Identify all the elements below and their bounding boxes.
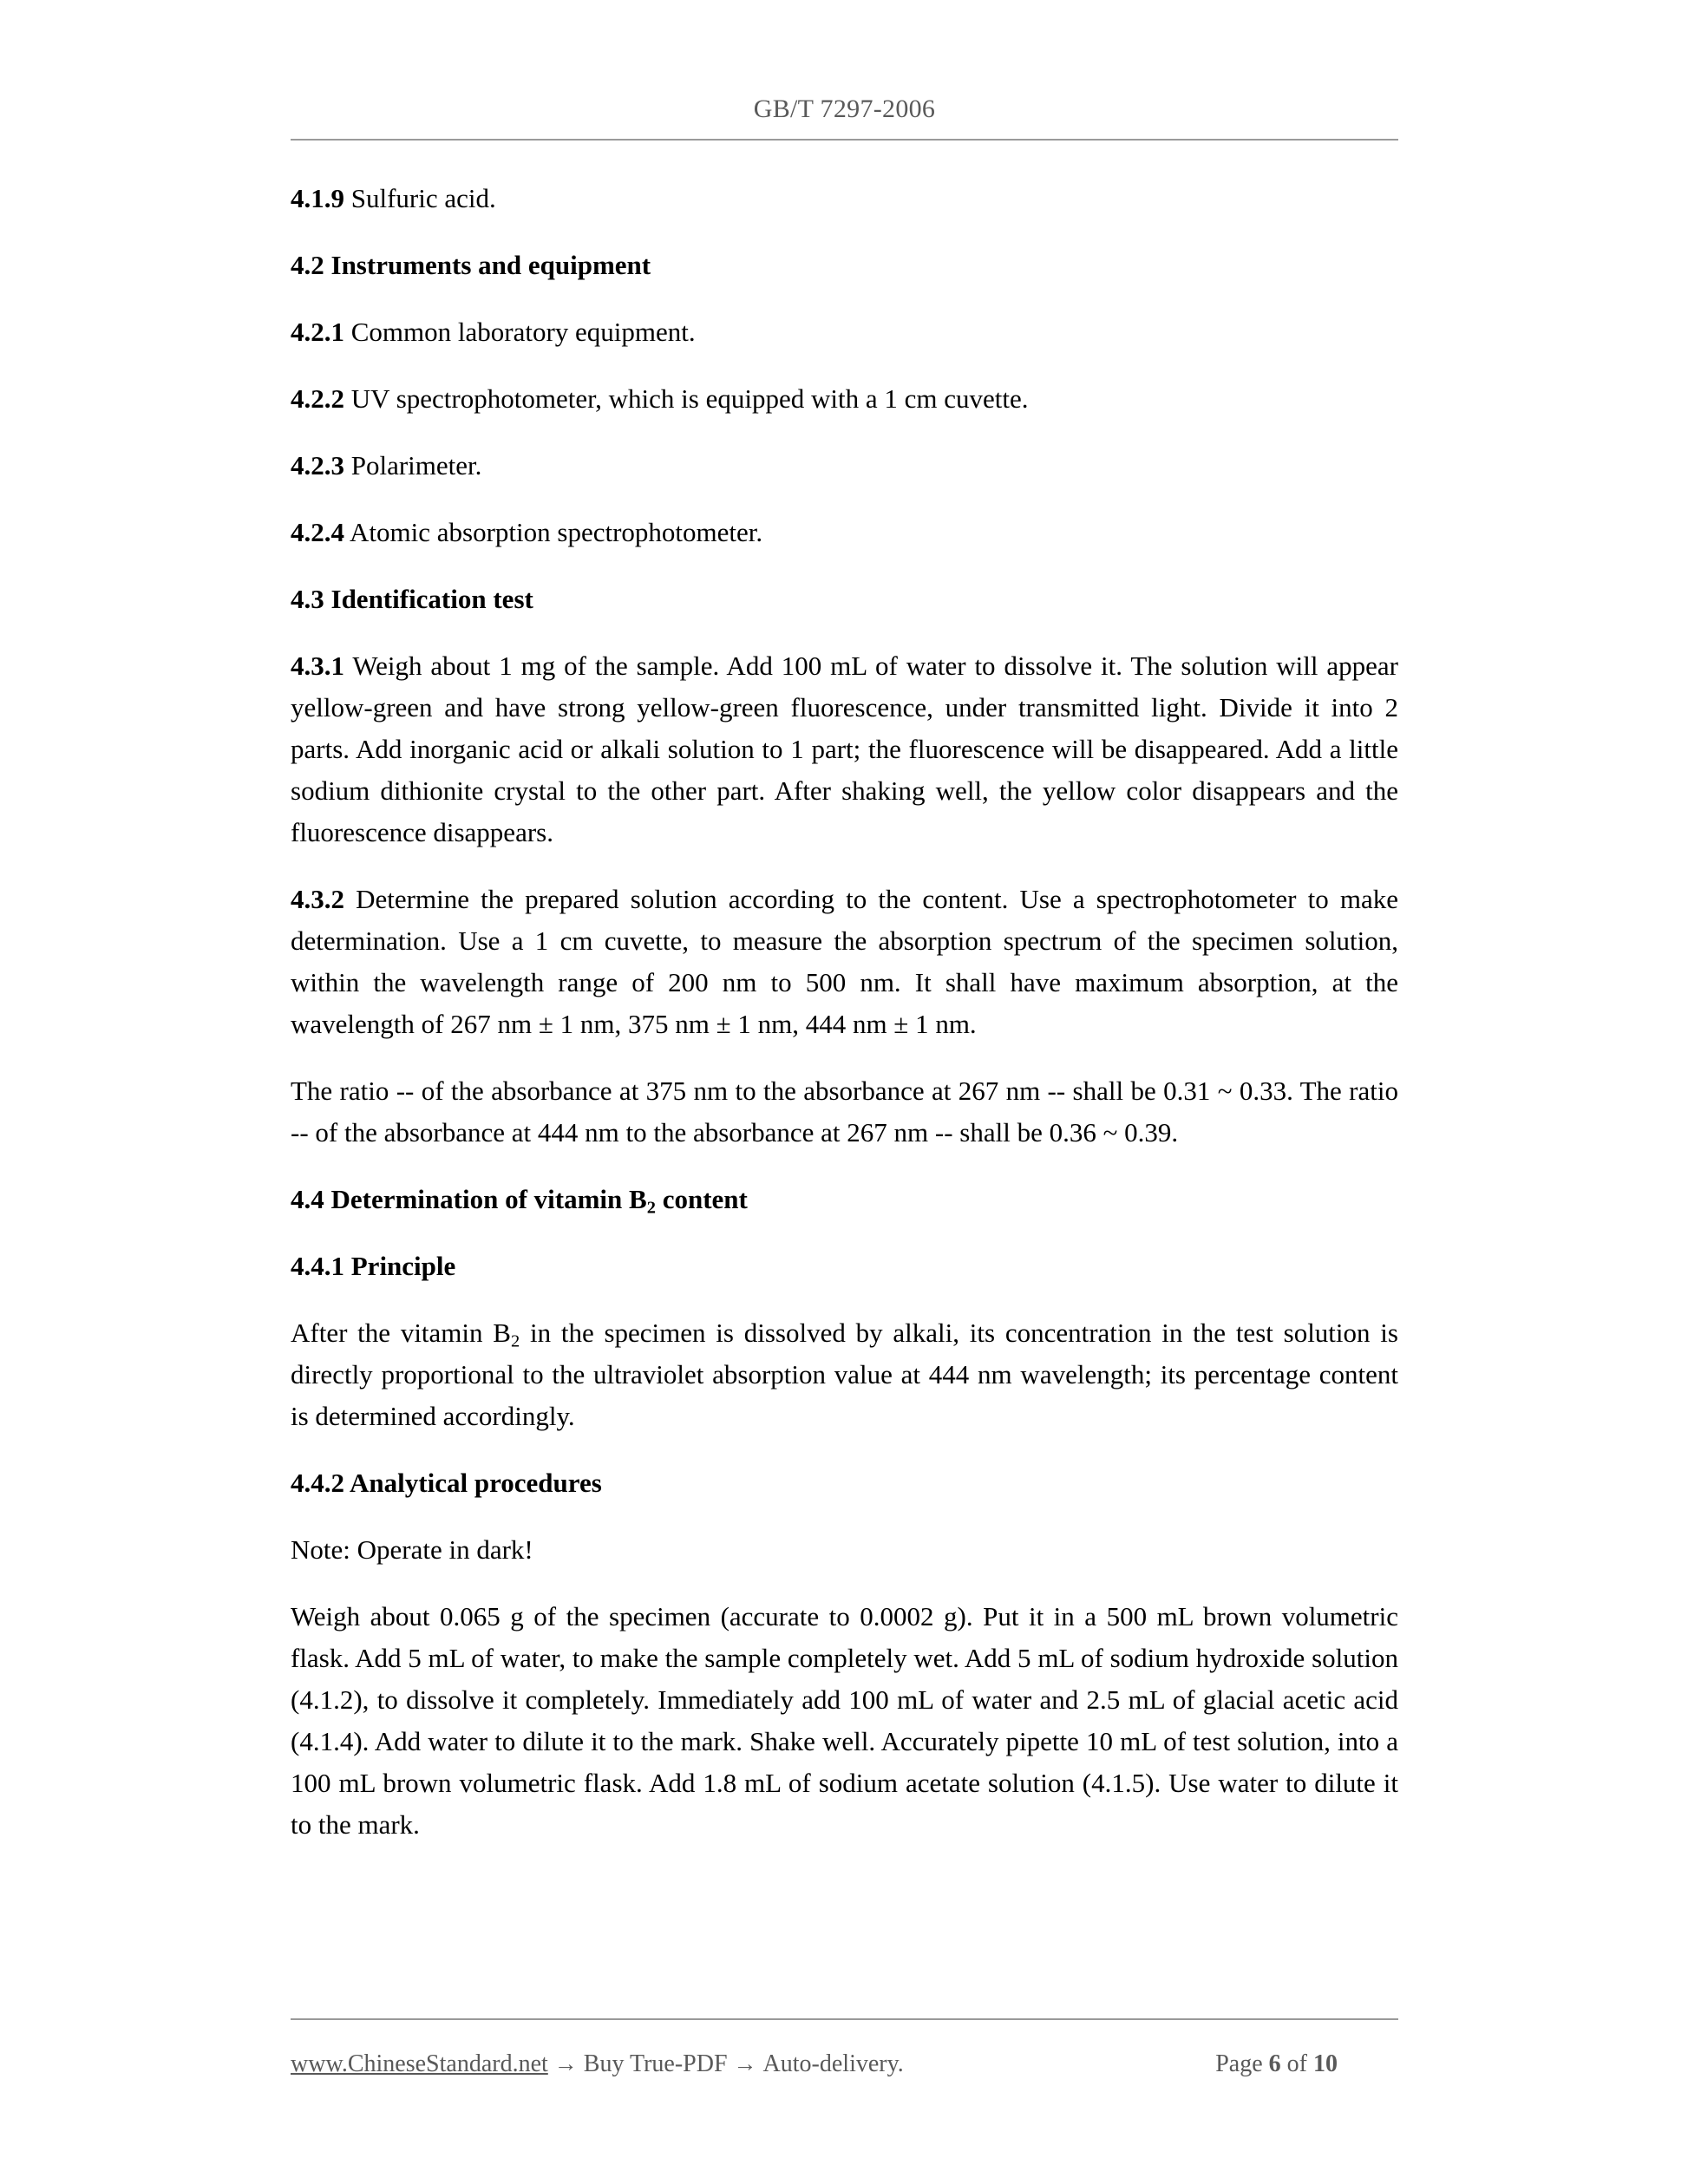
clause-text: UV spectrophotometer, which is equipped with a 1 cm cuvette. [344, 383, 1029, 414]
body-paragraph [291, 445, 1398, 487]
clause-number: 4.2.2 [291, 383, 344, 414]
total-page-number: 10 [1313, 2050, 1338, 2077]
footer-content [291, 2050, 1398, 2079]
clause-text: Determine the prepared solution according to the content. Use a spectrophotometer to make determination. Use a 1 cm cuvette, to measure the absorption spectrum of the specimen solution, within the wavelength range of 200 nm to 500 nm. It shall have maximum absorption, at the wavelength of 267 nm ± 1 nm, 375 nm ± 1 nm, 444 nm ± 1 nm. [291, 884, 1398, 1039]
section-heading: 4.3 Identification test [291, 584, 533, 614]
current-page-number: 6 [1268, 2050, 1281, 2077]
clause-text: Weigh about 1 mg of the sample. Add 100 mL of water to dissolve it. The solution will appear yellow-green and have strong yellow-green fluorescence, under transmitted light. Divide it into 2 parts. Add inorganic acid or alkali solution to 1 part; the fluorescence will be disappeared. Add a little sodium dithionite crystal to the other part. After shaking well, the yellow color disappears and the fluorescence disappears. [291, 651, 1398, 847]
body-paragraph [291, 645, 1398, 853]
clause-number: 4.1.9 [291, 183, 344, 213]
clause-text: Sulfuric acid. [344, 183, 496, 213]
body-paragraph [291, 512, 1398, 553]
body-paragraph [291, 378, 1398, 420]
header-divider [291, 139, 1398, 141]
clause-text: Common laboratory equipment. [344, 317, 696, 347]
text-run: 4.4 Determination of vitamin B [291, 1184, 647, 1214]
clause-number: 4.2.3 [291, 450, 344, 481]
section-heading: 4.4.1 Principle [291, 1251, 456, 1281]
body-paragraph [291, 1529, 1398, 1571]
section-heading: 4.2 Instruments and equipment [291, 250, 651, 280]
text-run: After the vitamin B [291, 1318, 511, 1348]
section-heading: 4.4.2 Analytical procedures [291, 1468, 602, 1498]
body-paragraph [291, 1070, 1398, 1154]
clause-text: Note: Operate in dark! [291, 1534, 533, 1565]
text-run: content [655, 1184, 748, 1214]
clause-number: 4.3.2 [291, 884, 344, 914]
footer-promo-auto-delivery: Auto-delivery. [762, 2050, 904, 2077]
page-header [291, 94, 1398, 141]
subscript: 2 [510, 1331, 520, 1351]
standard-code-title: GB/T 7297-2006 [753, 95, 936, 123]
clause-number: 4.3.1 [291, 651, 344, 681]
text-run: in the specimen is dissolved by alkali, its concentration in the test solution is directly proportional to the ultraviolet absorption value at 444 nm wavelength; its percentage content is determined accordingly. [291, 1318, 1398, 1431]
subscript: 2 [646, 1198, 656, 1218]
clause-number: 4.2.4 [291, 517, 344, 547]
body-paragraph [291, 1312, 1398, 1437]
section-heading [291, 1179, 1398, 1220]
clause-text: The ratio -- of the absorbance at 375 nm to the absorbance at 267 nm -- shall be 0.31 ~ 0.33. The ratio -- of the absorbance at 444 nm to the absorbance at 267 nm -- shall be 0.36 ~ 0.39. [291, 1076, 1398, 1148]
clause-text: Atomic absorption spectrophotometer. [344, 517, 763, 547]
footer-divider [291, 2018, 1398, 2020]
body-paragraph [291, 178, 1398, 219]
footer-promo [291, 2050, 904, 2079]
body-paragraph [291, 1596, 1398, 1846]
right-arrow-icon-2: → [733, 2050, 757, 2076]
chinese-standard-link[interactable]: www.ChineseStandard.net [291, 2050, 548, 2077]
page-indicator [1215, 2050, 1338, 2079]
body-paragraph [291, 879, 1398, 1045]
clause-text: Weigh about 0.065 g of the specimen (accurate to 0.0002 g). Put it in a 500 mL brown volumetric flask. Add 5 mL of water, to make the sample completely wet. Add 5 mL of sodium hydroxide solution (4.1.2), to dissolve it completely. Immediately add 100 mL of water and 2.5 mL of glacial acetic acid (4.1.4). Add water to dilute it to the mark. Shake well. Accurately pipette 10 mL of test solution, into a 100 mL brown volumetric flask. Add 1.8 mL of sodium acetate solution (4.1.5). Use water to dilute it to the mark. [291, 1601, 1398, 1840]
of-label: of [1286, 2050, 1307, 2077]
page-label: Page [1215, 2050, 1263, 2077]
clause-text: Polarimeter. [344, 450, 482, 481]
footer-promo-buy-true-pdf: Buy True-PDF [583, 2050, 728, 2077]
page-footer [291, 2018, 1398, 2079]
body-paragraph [291, 311, 1398, 353]
document-body [291, 178, 1398, 1871]
right-arrow-icon: → [553, 2050, 578, 2076]
clause-number: 4.2.1 [291, 317, 344, 347]
